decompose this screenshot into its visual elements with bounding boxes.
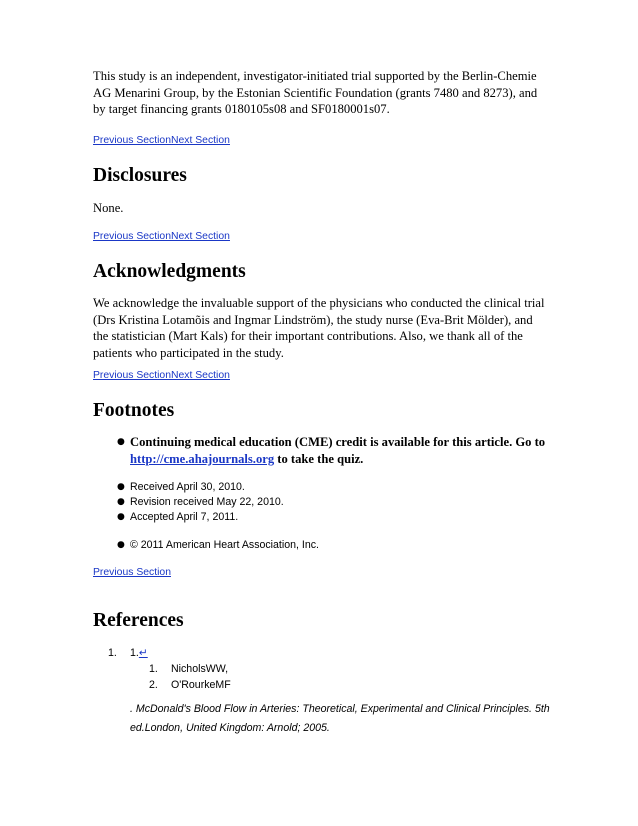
reference-item [130, 645, 148, 661]
cme-tail-text: to take the quiz. [274, 451, 364, 466]
previous-section-link[interactable]: Previous Section [93, 135, 171, 146]
acknowledgments-line: (Drs Kristina Lotamõis and Ingmar Lindström), the study nurse (Eva-Brit Mölder), and [93, 312, 533, 327]
acknowledgments-line: the statistician (Mart Kals) for their important contributions. Also, we thank all of the [93, 329, 523, 343]
author-number: 1. [149, 663, 158, 675]
section-nav [93, 566, 171, 579]
funding-line: AG Menarini Group, by the Estonian Scientific Foundation (grants 7480 and 8273), and [93, 85, 538, 100]
next-section-link[interactable]: Next Section [170, 231, 230, 242]
section-nav [93, 369, 230, 382]
next-section-link[interactable]: Next Section [170, 135, 230, 146]
revision-date: Revision received May 22, 2010. [130, 496, 284, 508]
bullet-icon: ● [117, 437, 125, 447]
author-number: 2. [149, 679, 158, 691]
bullet-icon: ● [117, 482, 125, 492]
return-arrow-icon[interactable]: ↵ [138, 647, 148, 659]
accepted-date: Accepted April 7, 2011. [130, 511, 239, 523]
next-section-link[interactable]: Next Section [170, 370, 230, 381]
acknowledgments-paragraph [93, 295, 545, 361]
previous-section-link[interactable]: Previous Section [93, 567, 171, 578]
funding-paragraph [93, 68, 537, 118]
previous-section-link[interactable]: Previous Section [93, 370, 171, 381]
reference-label: 1. [130, 647, 139, 659]
acknowledgments-line: patients who participated in the study. [93, 345, 284, 360]
previous-section-link[interactable]: Previous Section [93, 231, 171, 242]
disclosures-heading: Disclosures [93, 165, 187, 186]
acknowledgments-heading: Acknowledgments [93, 261, 246, 282]
funding-line: by target financing grants 0180105s08 and SF0180001s07. [93, 102, 390, 116]
acknowledgments-line: We acknowledge the invaluable support of the physicians who conducted the clinical trial [93, 296, 545, 310]
bullet-icon: ● [117, 512, 125, 522]
copyright-text: © 2011 American Heart Association, Inc. [130, 539, 319, 551]
reference-number: 1. [108, 647, 117, 659]
reference-citation [130, 700, 560, 738]
bullet-icon: ● [117, 497, 125, 507]
bullet-icon: ● [117, 540, 125, 550]
citation-line: ed.London, United Kingdom: Arnold; 2005. [130, 722, 330, 734]
cme-link[interactable]: http://cme.ahajournals.org [130, 451, 275, 466]
references-heading: References [93, 610, 184, 631]
section-nav [93, 134, 230, 147]
author-name: NicholsWW, [171, 663, 229, 675]
cme-text: Continuing medical education (CME) credit is available for this article. Go to [130, 435, 546, 449]
funding-line: This study is an independent, investigator-initiated trial supported by the Berlin-Chemie [93, 69, 537, 83]
section-nav [93, 230, 230, 243]
citation-line: . McDonald's Blood Flow in Arteries: Theoretical, Experimental and Clinical Principles. 5th [130, 703, 550, 715]
disclosures-text: None. [93, 201, 124, 215]
author-name: O'RourkeMF [171, 679, 231, 691]
footnotes-heading: Footnotes [93, 400, 175, 421]
received-date: Received April 30, 2010. [130, 481, 245, 493]
